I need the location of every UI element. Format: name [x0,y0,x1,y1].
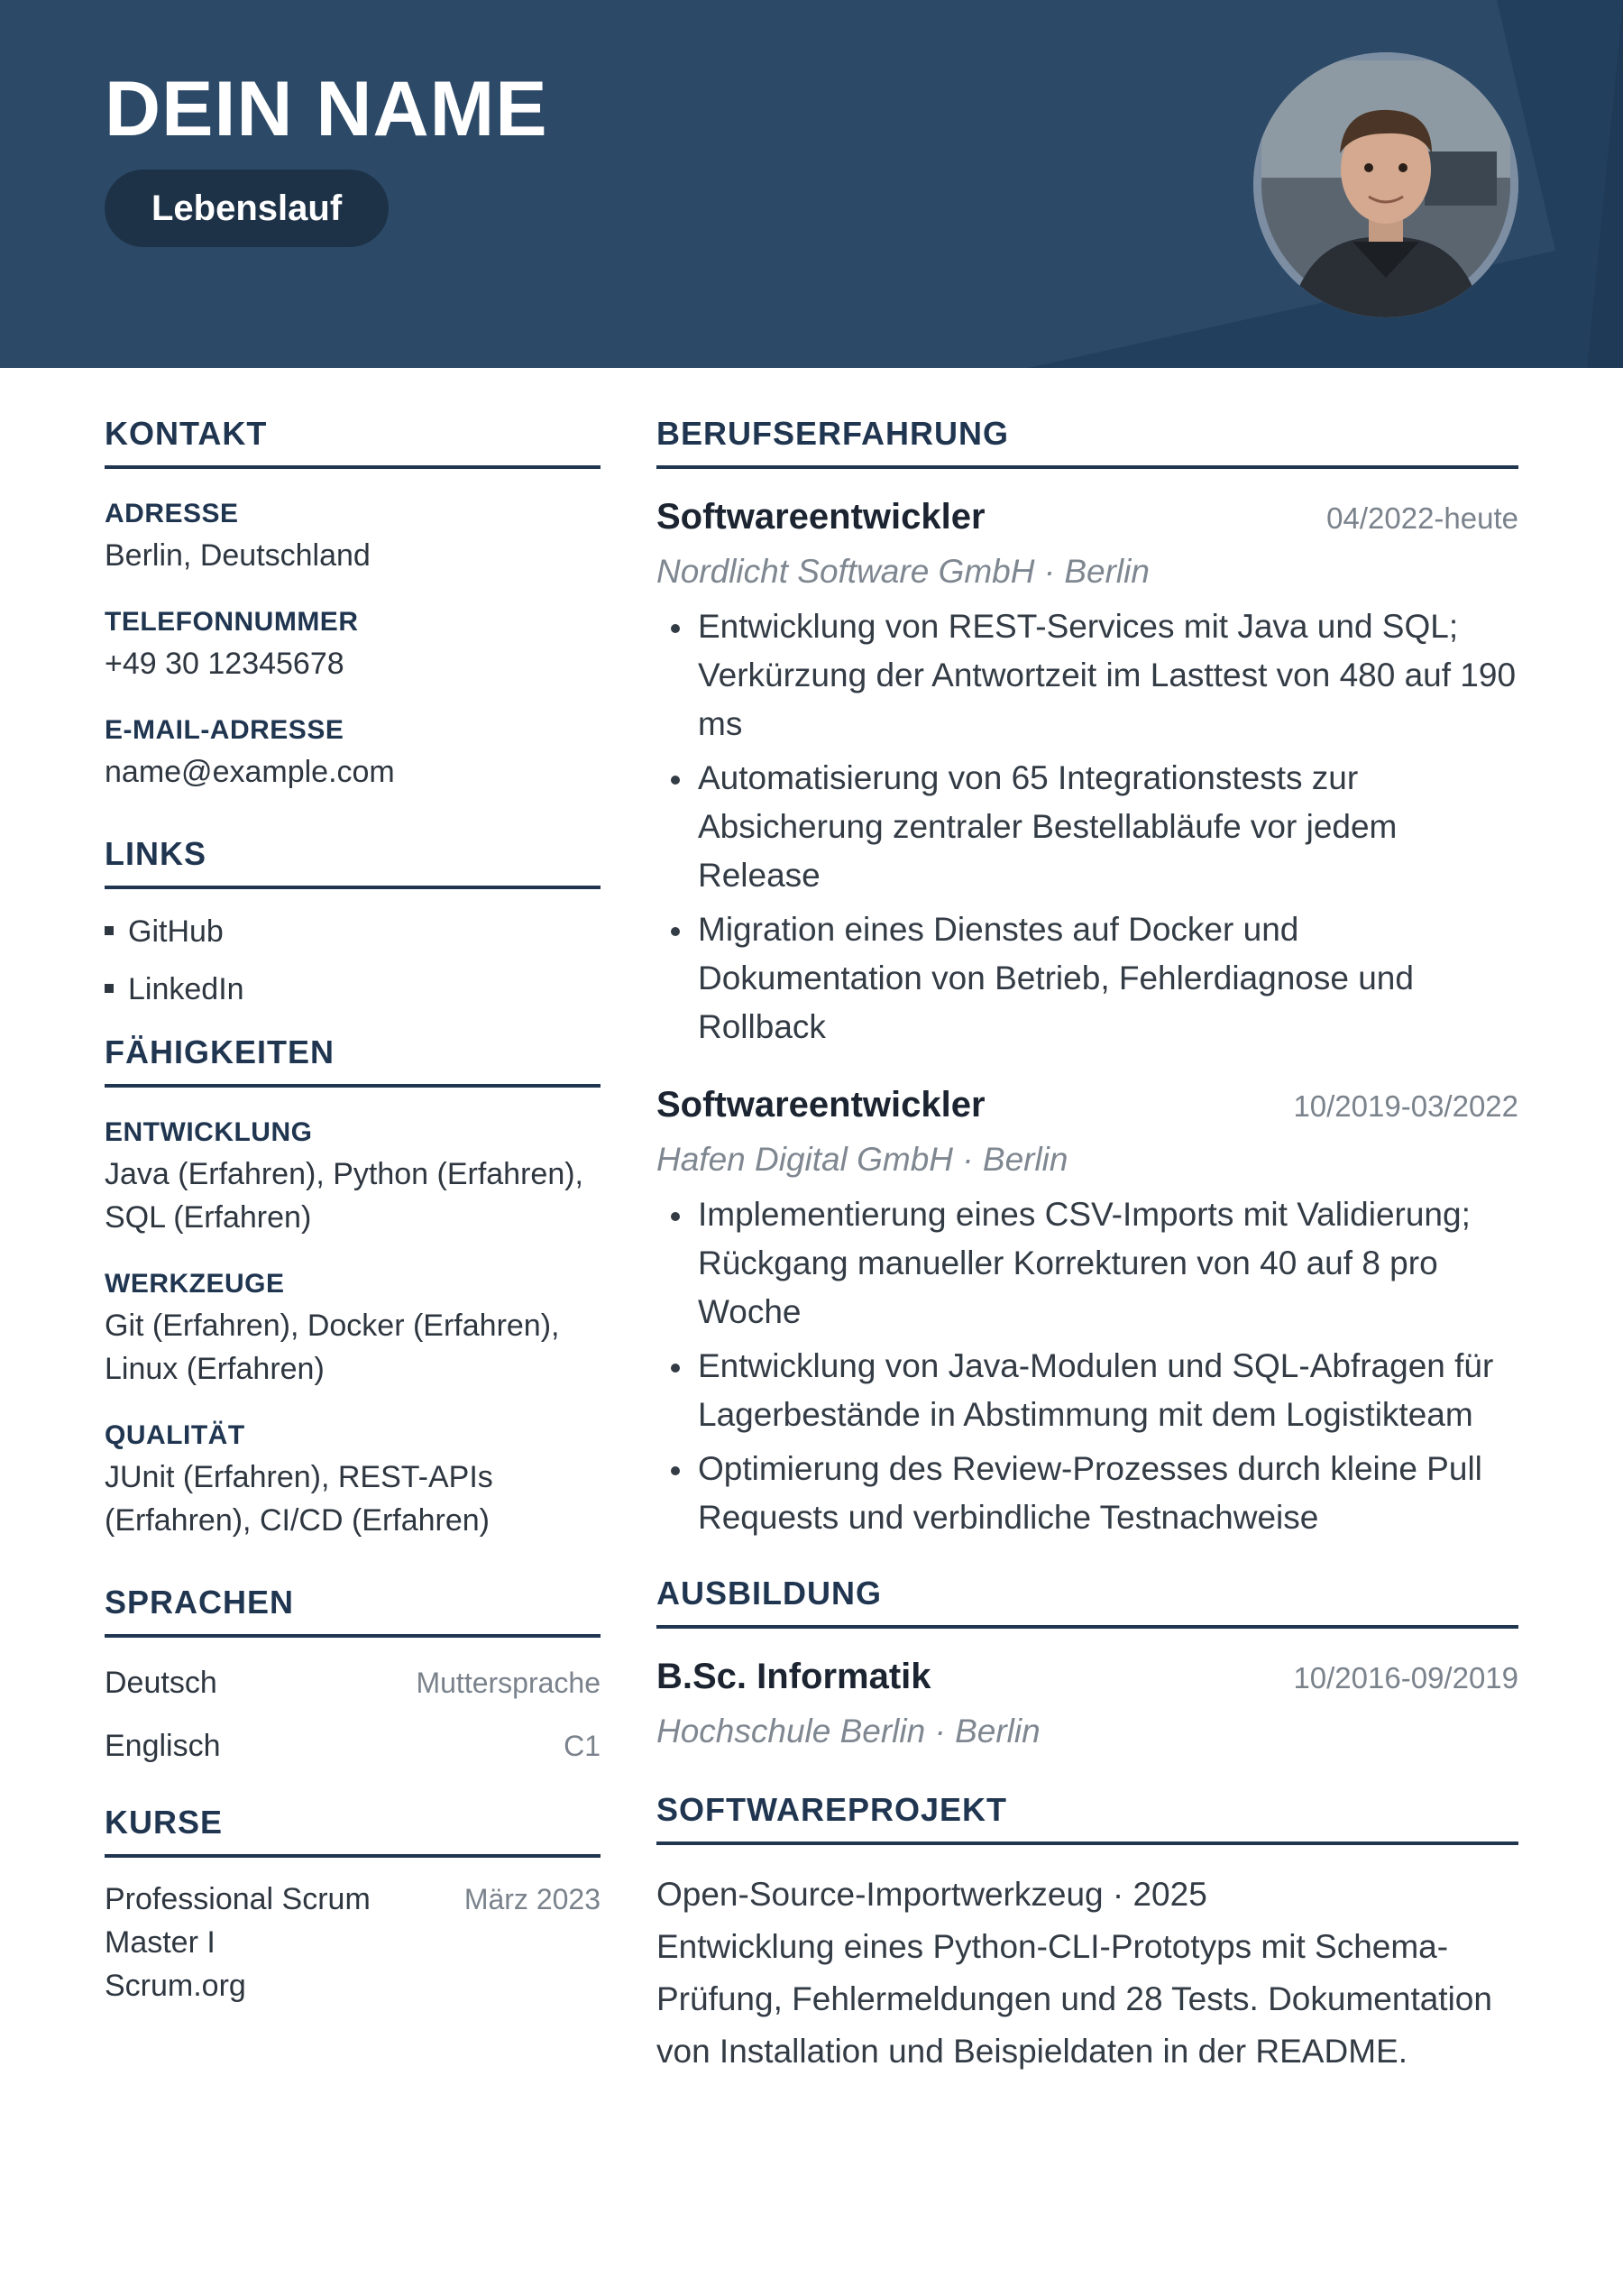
contact-heading: KONTAKT [105,411,601,469]
job-title: Softwareentwickler [656,1085,986,1125]
link-label: GitHub [128,914,224,949]
education-entry [656,1650,1518,1757]
project-heading: SOFTWAREPROJEKT [656,1787,1518,1845]
language-name: Englisch [105,1729,221,1763]
email-value: name@example.com [105,755,395,789]
job-bullet: Optimierung des Review-Prozesses durch kleine Pull Requests und verbindliche Testnachweise [656,1445,1518,1542]
job-bullets [656,1190,1518,1542]
email-label: E-MAIL-ADRESSE [105,715,344,745]
address-value: Berlin, Deutschland [105,538,371,573]
job-bullet: Migration eines Dienstes auf Docker und Dokumentation von Betrieb, Fehlerdiagnose und Rollback [656,905,1518,1052]
job-entry [656,1079,1518,1542]
skill-group-label: WERKZEUGE [105,1269,285,1299]
project-section [656,1787,1518,2078]
languages-heading: SPRACHEN [105,1580,601,1638]
job-date: 10/2019-03/2022 [1293,1089,1518,1123]
job-bullet: Implementierung eines CSV-Imports mit Validierung; Rückgang manueller Korrekturen von 40 auf 8 pro Woche [656,1190,1518,1336]
job-company: Nordlicht Software GmbH · Berlin [656,553,1150,590]
course-org: Scrum.org [105,1969,246,2003]
links-section [105,831,601,1012]
course-name: Professional Scrum Master I [105,1882,371,1960]
job-title: Softwareentwickler [656,497,986,537]
courses-heading: KURSE [105,1800,601,1858]
course-info [105,1878,429,2007]
language-level: Muttersprache [416,1667,601,1699]
experience-heading: BERUFSERFAHRUNG [656,411,1518,469]
project-title-line: Open-Source-Importwerkzeug · 2025 [656,1876,1207,1913]
education-header [656,1650,1518,1704]
links-heading: LINKS [105,831,601,889]
education-heading: AUSBILDUNG [656,1571,1518,1629]
job-entry [656,491,1518,1052]
skill-group-text: Java (Erfahren), Python (Erfahren), SQL (Erfahren) [105,1157,584,1235]
language-name: Deutsch [105,1666,217,1700]
link-label: LinkedIn [128,972,244,1006]
degree-title: B.Sc. Informatik [656,1657,931,1696]
courses-section [105,1800,601,2007]
language-level: C1 [564,1730,601,1762]
skill-group-label: QUALITÄT [105,1420,245,1450]
job-header [656,1079,1518,1133]
job-bullets [656,602,1518,1052]
experience-section [656,411,1518,1542]
education-date: 10/2016-09/2019 [1293,1661,1518,1694]
contact-section [105,411,601,794]
main-column [656,411,1518,2078]
skill-group-label: ENTWICKLUNG [105,1117,313,1147]
phone-label: TELEFONNUMMER [105,607,359,637]
bullet-square-icon [105,984,114,993]
job-bullet: Automatisierung von 65 Integrationstests zur Absicherung zentraler Bestellabläufe vor jedem Release [656,754,1518,900]
skills-section [105,1030,601,1542]
job-date: 04/2022-heute [1326,501,1518,535]
link-linkedin[interactable] [105,967,601,1012]
phone-value: +49 30 12345678 [105,647,344,681]
course-date: März 2023 [463,1883,601,1915]
link-github[interactable] [105,909,601,954]
course-row [105,1878,601,2007]
skills-heading: FÄHIGKEITEN [105,1030,601,1088]
school-name: Hochschule Berlin · Berlin [656,1713,1041,1750]
links-list [105,909,601,1012]
candidate-name: DEIN NAME [105,66,548,152]
job-header [656,491,1518,545]
project-description: Entwicklung eines Python-CLI-Prototyps mit Schema-Prüfung, Fehlermeldungen und 28 Tests. Dokumentation von Installation und Beispieldaten in der README. [656,1928,1492,2070]
education-section [656,1571,1518,1757]
job-bullet: Entwicklung von REST-Services mit Java und SQL; Verkürzung der Antwortzeit im Lasttest von 480 auf 190 ms [656,602,1518,748]
sidebar-column [105,411,601,2007]
header-banner [0,0,1623,368]
address-label: ADRESSE [105,499,239,528]
job-bullet: Entwicklung von Java-Modulen und SQL-Abfragen für Lagerbestände in Abstimmung mit dem Logistikteam [656,1342,1518,1439]
bullet-square-icon [105,926,114,935]
skill-group-text: JUnit (Erfahren), REST-APIs (Erfahren), CI/CD (Erfahren) [105,1460,493,1538]
language-row [105,1658,601,1708]
languages-section [105,1580,601,1771]
job-company: Hafen Digital GmbH · Berlin [656,1141,1068,1178]
skill-group-text: Git (Erfahren), Docker (Erfahren), Linux (Erfahren) [105,1309,560,1386]
document-type-badge: Lebenslauf [105,170,389,247]
language-row [105,1721,601,1771]
profile-photo [1253,52,1518,317]
